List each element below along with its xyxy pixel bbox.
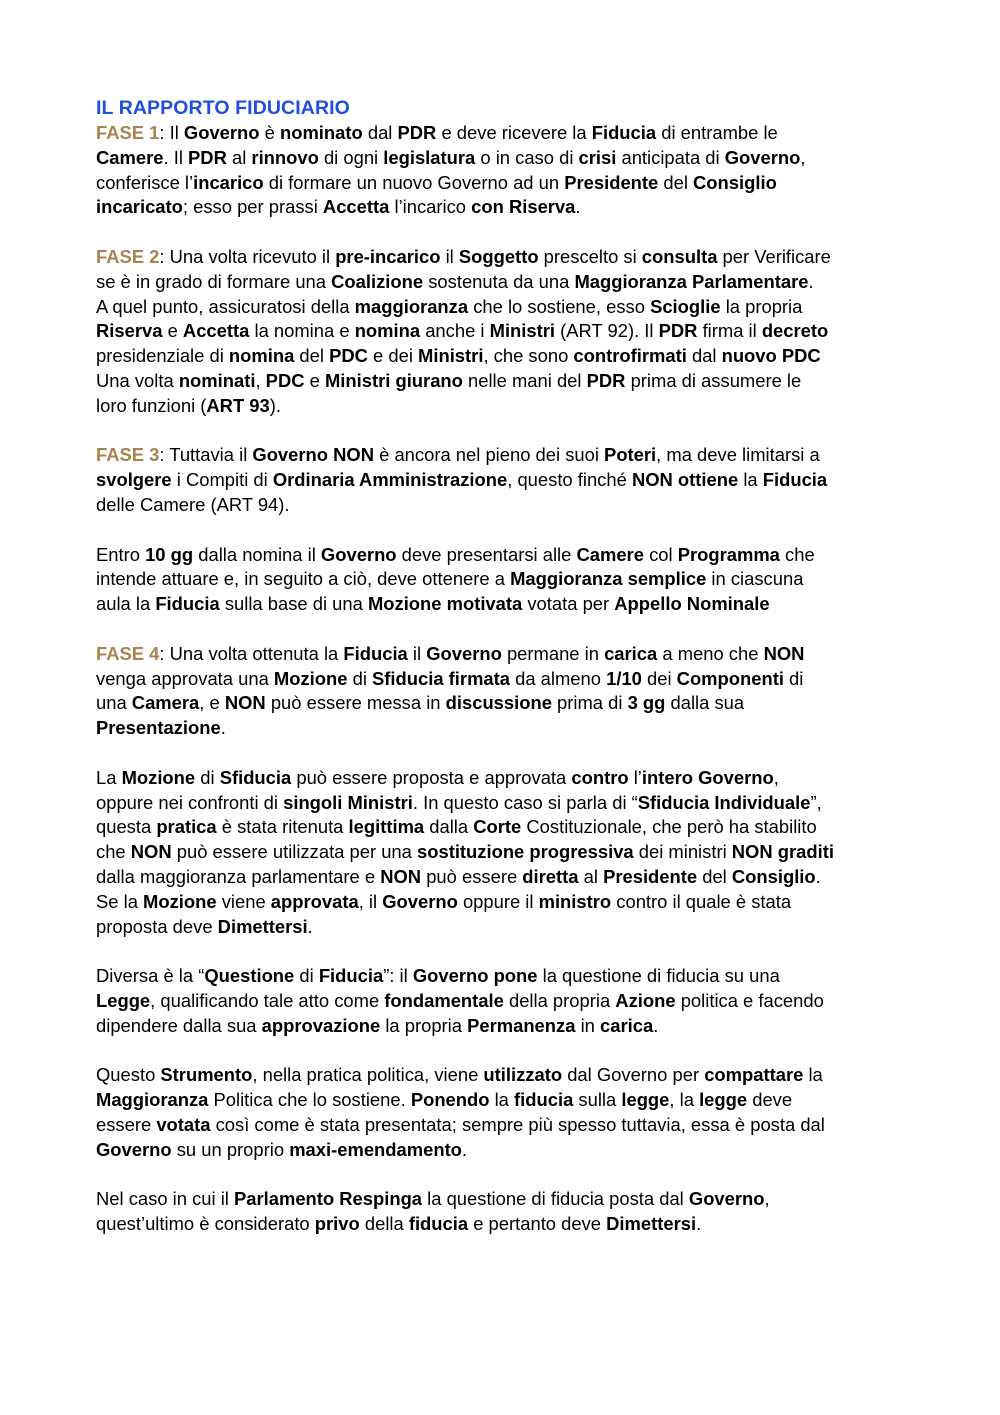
body-text: può essere proposta e approvata — [291, 766, 572, 788]
body-text: Una volta — [96, 369, 179, 391]
body-text: che — [96, 841, 131, 863]
body-text: : Una volta ottenuta la — [159, 642, 344, 664]
body-text: politica e facendo — [675, 989, 824, 1011]
document-title: IL RAPPORTO FIDUCIARIO — [96, 97, 350, 119]
bold-text: Dimettersi — [606, 1213, 697, 1235]
body-text: di formare un nuovo Governo ad un — [263, 171, 565, 193]
bold-text: Azione — [615, 989, 676, 1011]
bold-text: controfirmati — [573, 345, 687, 367]
body-text: , la — [669, 1089, 700, 1111]
body-text: Nel caso in cui il — [96, 1188, 234, 1210]
body-text: i Compiti di — [171, 469, 273, 491]
body-text: , che sono — [483, 345, 574, 367]
bold-text: Dimettersi — [217, 915, 308, 937]
bold-text: Legge — [96, 989, 151, 1011]
bold-text: crisi — [578, 146, 617, 168]
bold-text: fiducia — [408, 1213, 469, 1235]
bold-text: pre-incarico — [335, 245, 441, 267]
bold-text: Mozione — [143, 890, 217, 912]
body-text: ; esso per prassi — [182, 196, 323, 218]
body-text: dalla nomina il — [193, 543, 321, 565]
bold-text: privo — [314, 1213, 360, 1235]
body-text: è ancora nel pieno dei suoi — [374, 444, 605, 466]
body-text: , — [773, 766, 779, 788]
bold-text: Presidente — [603, 865, 698, 887]
bold-text: maxi-emendamento — [289, 1138, 462, 1160]
body-text: la questione di fiducia su una — [537, 965, 780, 987]
bold-text: approvata — [270, 890, 359, 912]
body-text: dal Governo per — [562, 1064, 705, 1086]
body-text: che lo sostiene, esso — [468, 295, 651, 317]
bold-text: Governo pone — [412, 965, 538, 987]
bold-text: Riserva — [96, 320, 163, 342]
body-text: di entrambe le — [656, 122, 778, 143]
bold-text: nominato — [279, 122, 363, 143]
bold-text: NON graditi — [731, 841, 834, 863]
body-text: . — [696, 1213, 702, 1235]
bold-text: Ministri — [489, 320, 556, 342]
text-line — [96, 443, 920, 468]
bold-text: Fiducia — [343, 642, 408, 664]
body-text: nelle mani del — [462, 369, 587, 391]
body-text: la — [489, 1089, 515, 1111]
phase-label: FASE 3 — [96, 444, 160, 466]
body-text: , il — [358, 890, 383, 912]
bold-text: Parlamento Respinga — [233, 1188, 423, 1210]
bold-text: Maggioranza — [96, 1089, 209, 1111]
bold-text: Ponendo — [410, 1089, 490, 1111]
text-line — [96, 1014, 920, 1039]
bold-text: NON — [763, 642, 805, 664]
body-text: , — [764, 1188, 770, 1210]
bold-text: NON — [380, 865, 422, 887]
bold-text: Programma — [677, 543, 780, 565]
body-text: in — [575, 1014, 600, 1036]
body-text: e pertanto deve — [468, 1213, 607, 1235]
bold-text: rinnovo — [251, 146, 319, 168]
bold-text: PDR — [397, 122, 437, 143]
paragraph-4 — [96, 543, 920, 617]
body-text: prima di — [551, 692, 628, 714]
body-text: può essere utilizzata per una — [171, 841, 417, 863]
bold-text: Camere — [576, 543, 644, 565]
bold-text: contro — [571, 766, 629, 788]
body-text: Politica che lo sostiene. — [208, 1089, 411, 1111]
body-text: prescelto si — [538, 245, 642, 267]
body-text: dal — [686, 345, 722, 367]
body-text: di — [294, 965, 319, 987]
body-text: venga approvata una — [96, 667, 274, 689]
text-line — [96, 195, 920, 220]
body-text: al — [578, 865, 604, 887]
paragraph-2 — [96, 245, 920, 419]
text-line — [96, 1212, 920, 1237]
bold-text: PDR — [188, 146, 227, 168]
body-text: . — [575, 196, 581, 218]
body-text: può essere — [421, 865, 523, 887]
body-text: sostenuta da una — [423, 270, 575, 292]
bold-text: Scioglie — [650, 295, 721, 317]
bold-text: Accetta — [182, 320, 250, 342]
text-line — [96, 1063, 920, 1088]
paragraph-8 — [96, 1063, 920, 1162]
body-text: per Verificare — [717, 245, 831, 267]
body-text: la questione di fiducia posta dal — [422, 1188, 689, 1210]
text-line — [96, 1088, 920, 1113]
text-line — [96, 394, 920, 419]
bold-text: 1/10 — [606, 667, 642, 689]
bold-text: ministro — [538, 890, 612, 912]
bold-text: ART 93 — [206, 394, 270, 416]
bold-text: carica — [600, 1014, 654, 1036]
body-text: , — [800, 146, 806, 168]
body-text: la — [738, 469, 763, 491]
body-text: quest’ultimo è considerato — [96, 1213, 315, 1235]
text-line — [96, 667, 920, 692]
paragraph-1 — [96, 121, 920, 220]
body-text: del — [697, 865, 732, 887]
body-text: ). — [269, 394, 282, 416]
text-line — [96, 493, 920, 518]
bold-text: Questione — [204, 965, 295, 987]
body-text: , qualificando tale atto come — [150, 989, 385, 1011]
text-line — [96, 1187, 920, 1212]
body-text: di — [783, 667, 804, 689]
bold-text: carica — [604, 642, 658, 664]
body-text: essere — [96, 1113, 157, 1135]
body-text: da almeno — [510, 667, 607, 689]
bold-text: fondamentale — [384, 989, 504, 1011]
bold-text: 3 gg — [627, 692, 666, 714]
body-text: , questo finché — [507, 469, 632, 491]
text-line — [96, 989, 920, 1014]
bold-text: PDR — [586, 369, 626, 391]
bold-text: legge — [699, 1089, 748, 1111]
body-text: è stata ritenuta — [216, 816, 349, 838]
body-text: dei — [641, 667, 677, 689]
body-text: deve presentarsi alle — [396, 543, 577, 565]
body-text: Questo — [96, 1064, 161, 1086]
body-text: la — [803, 1064, 823, 1086]
body-text: è — [259, 122, 280, 143]
body-text: : Il — [159, 122, 184, 143]
bold-text: Camere — [96, 146, 164, 168]
bold-text: legge — [621, 1089, 670, 1111]
body-text: presidenziale di — [96, 345, 229, 367]
bold-text: NON ottiene — [631, 469, 739, 491]
text-line — [96, 543, 920, 568]
body-text: loro funzioni ( — [96, 394, 207, 416]
body-text: se è in grado di formare una — [96, 270, 332, 292]
body-text: questa — [96, 816, 157, 838]
bold-text: compattare — [704, 1064, 804, 1086]
text-line — [96, 766, 920, 791]
bold-text: Appello Nominale — [614, 593, 770, 615]
body-text: La — [96, 766, 122, 788]
body-text: dalla sua — [665, 692, 745, 714]
bold-text: Mozione — [273, 667, 348, 689]
bold-text: utilizzato — [483, 1064, 563, 1086]
body-text: . — [220, 717, 226, 739]
bold-text: nomina — [354, 320, 421, 342]
bold-text: legittima — [348, 816, 425, 838]
bold-text: decreto — [761, 320, 829, 342]
bold-text: votata — [156, 1113, 211, 1135]
bold-text: Governo — [183, 122, 260, 143]
body-text: intende attuare e, in seguito a ciò, deve ottenere a — [96, 568, 511, 590]
text-line — [96, 567, 920, 592]
bold-text: Governo — [426, 642, 502, 664]
bold-text: Presentazione — [96, 717, 221, 739]
body-text: la propria — [720, 295, 803, 317]
body-text: la nomina e — [249, 320, 355, 342]
body-text: contro il quale è stata — [611, 890, 792, 912]
bold-text: PDR — [658, 320, 698, 342]
document-body — [96, 121, 920, 1237]
bold-text: Sfiducia firmata — [372, 667, 510, 689]
body-text: ”: il — [383, 965, 413, 987]
paragraph-3 — [96, 443, 920, 517]
body-text: Diversa è la “ — [96, 965, 205, 987]
body-text: . — [461, 1138, 468, 1160]
body-text: sulla — [573, 1089, 622, 1111]
body-text: proposta deve — [96, 915, 218, 937]
body-text: del — [294, 345, 330, 367]
body-text: firma il — [697, 320, 762, 342]
bold-text: Mozione motivata — [367, 593, 523, 615]
bold-text: nuovo PDC — [721, 345, 821, 367]
body-text: e — [304, 369, 325, 391]
body-text: deve — [747, 1089, 793, 1111]
text-line — [96, 865, 920, 890]
bold-text: Ministri — [418, 345, 484, 367]
body-text: , e — [199, 692, 225, 714]
body-text: delle Camere (ART 94). — [96, 493, 290, 515]
bold-text: Consiglio — [693, 171, 777, 193]
body-text: a meno che — [657, 642, 764, 664]
body-text: della — [359, 1213, 409, 1235]
bold-text: NON — [130, 841, 172, 863]
bold-text: Governo — [320, 543, 397, 565]
body-text: e — [162, 320, 183, 342]
text-line — [96, 270, 920, 295]
text-line — [96, 171, 920, 196]
body-text: e deve ricevere la — [436, 122, 592, 143]
body-text: (ART 92). Il — [555, 320, 659, 342]
body-text: può essere messa in — [265, 692, 446, 714]
bold-text: Mozione — [121, 766, 196, 788]
body-text: viene — [216, 890, 271, 912]
body-text: , — [255, 369, 266, 391]
body-text: : Tuttavia il — [159, 444, 253, 466]
text-line — [96, 840, 920, 865]
bold-text: singoli Ministri — [283, 791, 413, 813]
bold-text: Ministri giurano — [324, 369, 463, 391]
bold-text: discussione — [445, 692, 552, 714]
bold-text: Componenti — [676, 667, 784, 689]
phase-label: FASE 2 — [96, 245, 160, 267]
bold-text: nomina — [228, 345, 295, 367]
body-text: o in caso di — [475, 146, 579, 168]
body-text: , nella pratica politica, viene — [252, 1064, 484, 1086]
text-line — [96, 716, 920, 741]
bold-text: Camera — [131, 692, 200, 714]
bold-text: incarico — [193, 171, 264, 193]
bold-text: Accetta — [322, 196, 390, 218]
phase-label: FASE 1 — [96, 122, 160, 143]
bold-text: Soggetto — [458, 245, 539, 267]
bold-text: approvazione — [261, 1014, 381, 1036]
bold-text: Corte — [473, 816, 522, 838]
paragraph-6 — [96, 766, 920, 940]
bold-text: Ordinaria Amministrazione — [272, 469, 508, 491]
text-line — [96, 815, 920, 840]
body-text: di — [195, 766, 220, 788]
body-text: una — [96, 692, 132, 714]
bold-text: Maggioranza semplice — [510, 568, 707, 590]
body-text: di — [347, 667, 373, 689]
body-text: conferisce l’ — [96, 171, 194, 193]
body-text: l’incarico — [389, 196, 472, 218]
text-line — [96, 890, 920, 915]
bold-text: diretta — [522, 865, 579, 887]
body-text: , ma deve limitarsi a — [656, 444, 820, 466]
body-text: della propria — [503, 989, 616, 1011]
bold-text: PDC — [329, 345, 368, 367]
bold-text: Governo — [96, 1138, 172, 1160]
text-line — [96, 146, 920, 171]
text-line — [96, 369, 920, 394]
body-text: dipendere dalla sua — [96, 1014, 262, 1036]
text-line — [96, 691, 920, 716]
bold-text: Governo — [724, 146, 801, 168]
bold-text: 10 gg — [145, 543, 194, 565]
body-text: . — [815, 865, 821, 887]
body-text: Se la — [96, 890, 144, 912]
body-text: aula la — [96, 593, 156, 615]
text-line — [96, 121, 920, 146]
body-text: Entro — [96, 543, 146, 565]
body-text: al — [226, 146, 252, 168]
bold-text: consulta — [641, 245, 718, 267]
body-text: oppure nei confronti di — [96, 791, 284, 813]
bold-text: Poteri — [604, 444, 657, 466]
bold-text: Governo NON — [252, 444, 374, 466]
body-text: sulla base di una — [219, 593, 368, 615]
body-text: prima di assumere le — [625, 369, 802, 391]
body-text: A quel punto, assicuratosi della — [96, 295, 355, 317]
text-line — [96, 642, 920, 667]
body-text: di ogni — [318, 146, 384, 168]
body-text: che — [779, 543, 815, 565]
text-line — [96, 964, 920, 989]
body-text: in ciascuna — [706, 568, 804, 590]
body-text: . — [307, 915, 313, 937]
body-text: . Il — [163, 146, 189, 168]
bold-text: Presidente — [564, 171, 659, 193]
body-text: l’ — [628, 766, 642, 788]
body-text: il — [440, 245, 459, 267]
paragraph-9 — [96, 1187, 920, 1237]
bold-text: pratica — [156, 816, 217, 838]
bold-text: Coalizione — [331, 270, 424, 292]
bold-text: fiducia — [514, 1089, 574, 1111]
body-text: : Una volta ricevuto il — [159, 245, 336, 267]
body-text: ”, — [810, 791, 822, 813]
text-line — [96, 295, 920, 320]
bold-text: NON — [224, 692, 266, 714]
bold-text: Permanenza — [467, 1014, 576, 1036]
bold-text: maggioranza — [354, 295, 469, 317]
body-text: permane in — [501, 642, 605, 664]
body-text: dalla — [424, 816, 474, 838]
body-text: dal — [362, 122, 398, 143]
body-text: anche i — [420, 320, 490, 342]
body-text: Costituzionale, che però ha stabilito — [521, 816, 817, 838]
bold-text: Governo — [382, 890, 458, 912]
body-text: votata per — [522, 593, 615, 615]
body-text: oppure il — [457, 890, 539, 912]
paragraph-7 — [96, 964, 920, 1038]
text-line — [96, 1138, 920, 1163]
body-text: e dei — [367, 345, 419, 367]
bold-text: Sfiducia Individuale — [637, 791, 811, 813]
body-text: la propria — [380, 1014, 468, 1036]
text-line — [96, 319, 920, 344]
body-text: anticipata di — [616, 146, 725, 168]
bold-text: legislatura — [383, 146, 476, 168]
text-line — [96, 468, 920, 493]
bold-text: incaricato — [96, 196, 183, 218]
body-text: . — [653, 1014, 659, 1036]
text-line — [96, 791, 920, 816]
body-text: col — [643, 543, 678, 565]
body-text: del — [658, 171, 694, 193]
text-line — [96, 344, 920, 369]
bold-text: Strumento — [160, 1064, 253, 1086]
bold-text: intero Governo — [641, 766, 774, 788]
bold-text: svolgere — [96, 469, 172, 491]
bold-text: Maggioranza Parlamentare — [574, 270, 809, 292]
text-line — [96, 245, 920, 270]
bold-text: Fiducia — [762, 469, 828, 491]
bold-text: Fiducia — [155, 593, 220, 615]
text-line — [96, 1113, 920, 1138]
body-text: dei ministri — [633, 841, 732, 863]
bold-text: Sfiducia — [219, 766, 292, 788]
phase-label: FASE 4 — [96, 642, 160, 664]
bold-text: PDC — [265, 369, 305, 391]
body-text: così come è stata presentata; sempre più spesso tuttavia, essa è posta dal — [210, 1113, 825, 1135]
body-text: . In questo caso si parla di “ — [412, 791, 638, 813]
text-line — [96, 915, 920, 940]
bold-text: nominati — [178, 369, 256, 391]
body-text: dalla maggioranza parlamentare e — [96, 865, 381, 887]
bold-text: Governo — [688, 1188, 765, 1210]
bold-text: Consiglio — [731, 865, 816, 887]
body-text: su un proprio — [171, 1138, 290, 1160]
paragraph-5 — [96, 642, 920, 741]
bold-text: con Riserva — [471, 196, 576, 218]
bold-text: sostituzione progressiva — [417, 841, 634, 863]
bold-text: Fiducia — [591, 122, 657, 143]
body-text: il — [407, 642, 427, 664]
body-text: . — [808, 270, 814, 292]
bold-text: Fiducia — [318, 965, 384, 987]
text-line — [96, 592, 920, 617]
